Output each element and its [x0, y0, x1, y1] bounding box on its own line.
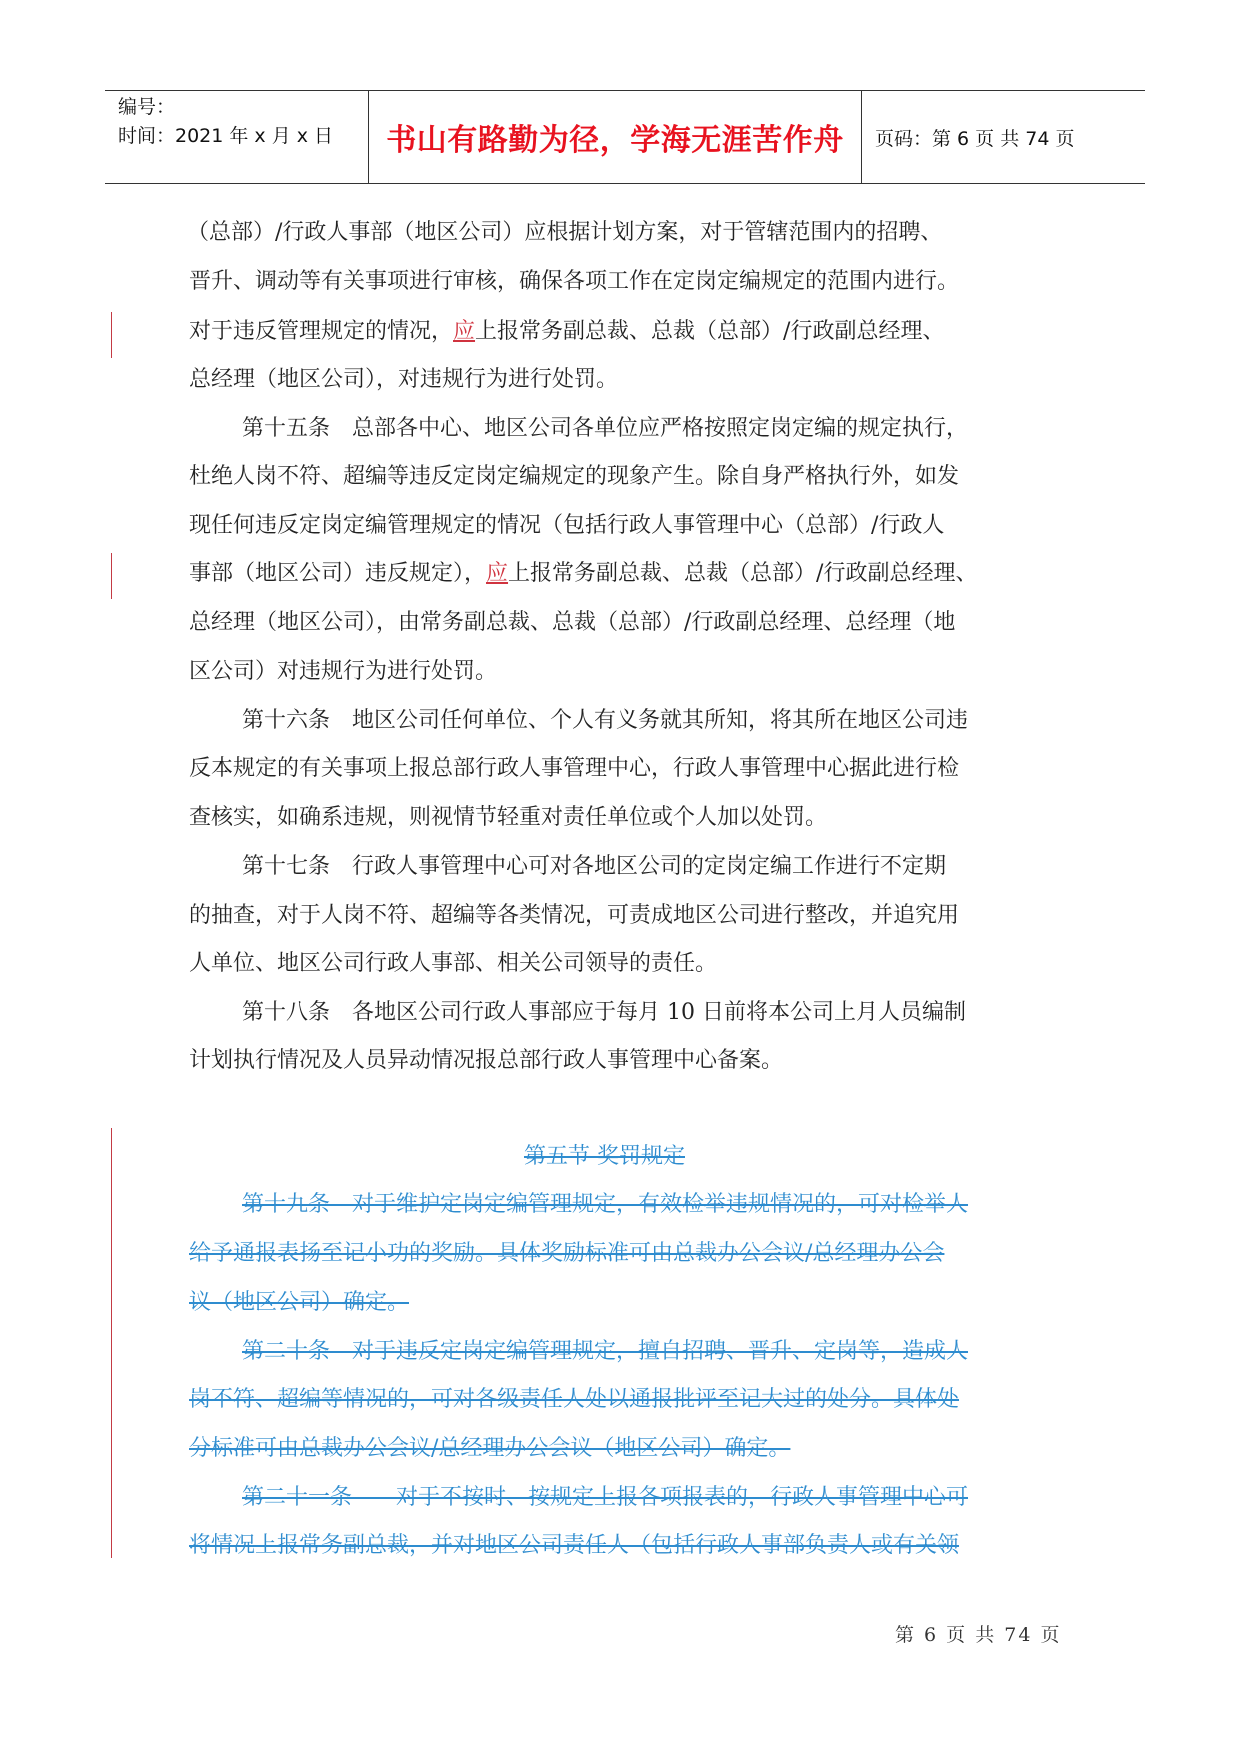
article-16-line: 第十六条 地区公司任何单位、个人有义务就其所知，将其所在地区公司违 [242, 708, 969, 733]
article-17-line: 的抽查，对于人岗不符、超编等各类情况，可责成地区公司进行整改，并追究用 [189, 903, 960, 928]
article-15-line: 杜绝人岗不符、超编等违反定岗定编规定的现象产生。除自身严格执行外，如发 [189, 464, 960, 489]
text-segment: 对于违反管理规定的情况， [189, 319, 454, 344]
revision-bar [111, 1128, 112, 1558]
page-header [105, 90, 1145, 184]
revision-bar [111, 312, 112, 358]
text-line [189, 317, 944, 347]
article-16-line: 查核实，如确系违规，则视情节轻重对责任单位或个人加以处罚。 [189, 805, 828, 830]
deleted-article-19-line: 给予通报表扬至记小功的奖励。具体奖励标准可由总裁办公会议/总经理办公会 [189, 1241, 945, 1266]
deleted-article-19-line: 第十九条 对于维护定岗定编管理规定，有效检举违规情况的，可对检举人 [242, 1192, 969, 1217]
article-15-line: 总经理（地区公司），由常务副总裁、总裁（总部）/行政副总经理、总经理（地 [189, 610, 956, 635]
article-15-line: 第十五条 总部各中心、地区公司各单位应严格按照定岗定编的规定执行， [242, 416, 969, 441]
deleted-article-20-line: 分标准可由总裁办公会议/总经理办公会议（地区公司）确定。 [189, 1436, 791, 1461]
deleted-article-20-line: 第二十条 对于违反定岗定编管理规定，擅自招聘、晋升、定岗等，造成人 [242, 1339, 969, 1364]
document-time-label: 时间：2021 年 x 月 x 日 [118, 125, 334, 147]
revision-mark: 应 [486, 561, 509, 586]
text-segment: 事部（地区公司）违反规定）， [189, 561, 487, 586]
text-line: （总部）/行政人事部（地区公司）应根据计划方案，对于管辖范围内的招聘、 [187, 220, 943, 245]
revision-bar [111, 553, 112, 599]
page-footer: 第 6 页 共 74 页 [895, 1624, 1062, 1646]
text-segment: 上报常务副总裁、总裁（总部）/行政副总经理、 [508, 561, 978, 586]
text-segment: 上报常务副总裁、总裁（总部）/行政副总经理、 [475, 319, 945, 344]
deleted-article-19-line: 议（地区公司）确定。 [189, 1290, 410, 1315]
article-15-line: 现任何违反定岗定编管理规定的情况（包括行政人事管理中心（总部）/行政人 [189, 513, 945, 538]
article-17-line: 人单位、地区公司行政人事部、相关公司领导的责任。 [189, 951, 718, 976]
deleted-article-20-line: 岗不符、超编等情况的，可对各级责任人处以通报批评至记大过的处分。具体处 [189, 1387, 960, 1412]
header-motto: 书山有路勤为径，学海无涯苦作舟 [386, 123, 844, 158]
article-18-line: 第十八条 各地区公司行政人事部应于每月 10 日前将本公司上月人员编制 [242, 1000, 966, 1025]
header-meta [118, 93, 368, 151]
deleted-section-title: 第五节 奖罚规定 [524, 1144, 685, 1169]
header-page-number: 页码：第 6 页 共 74 页 [875, 127, 1075, 150]
revision-mark: 应 [453, 319, 476, 344]
document-number-label: 编号： [118, 96, 176, 118]
text-line: 晋升、调动等有关事项进行审核，确保各项工作在定岗定编规定的范围内进行。 [189, 269, 960, 294]
text-line: 总经理（地区公司），对违规行为进行处罚。 [189, 367, 619, 392]
article-15-line: 区公司）对违规行为进行处罚。 [189, 659, 498, 684]
header-divider [861, 91, 862, 183]
header-divider [368, 91, 369, 183]
deleted-article-21-line: 将情况上报常务副总裁，并对地区公司责任人（包括行政人事部负责人或有关领 [189, 1533, 960, 1558]
article-18-line: 计划执行情况及人员异动情况报总部行政人事管理中心备案。 [189, 1048, 784, 1073]
deleted-article-21-line: 第二十一条 对于不按时、按规定上报各项报表的，行政人事管理中心可 [242, 1485, 969, 1510]
article-17-line: 第十七条 行政人事管理中心可对各地区公司的定岗定编工作进行不定期 [242, 854, 947, 879]
article-16-line: 反本规定的有关事项上报总部行政人事管理中心，行政人事管理中心据此进行检 [189, 756, 960, 781]
article-15-line [189, 559, 977, 589]
